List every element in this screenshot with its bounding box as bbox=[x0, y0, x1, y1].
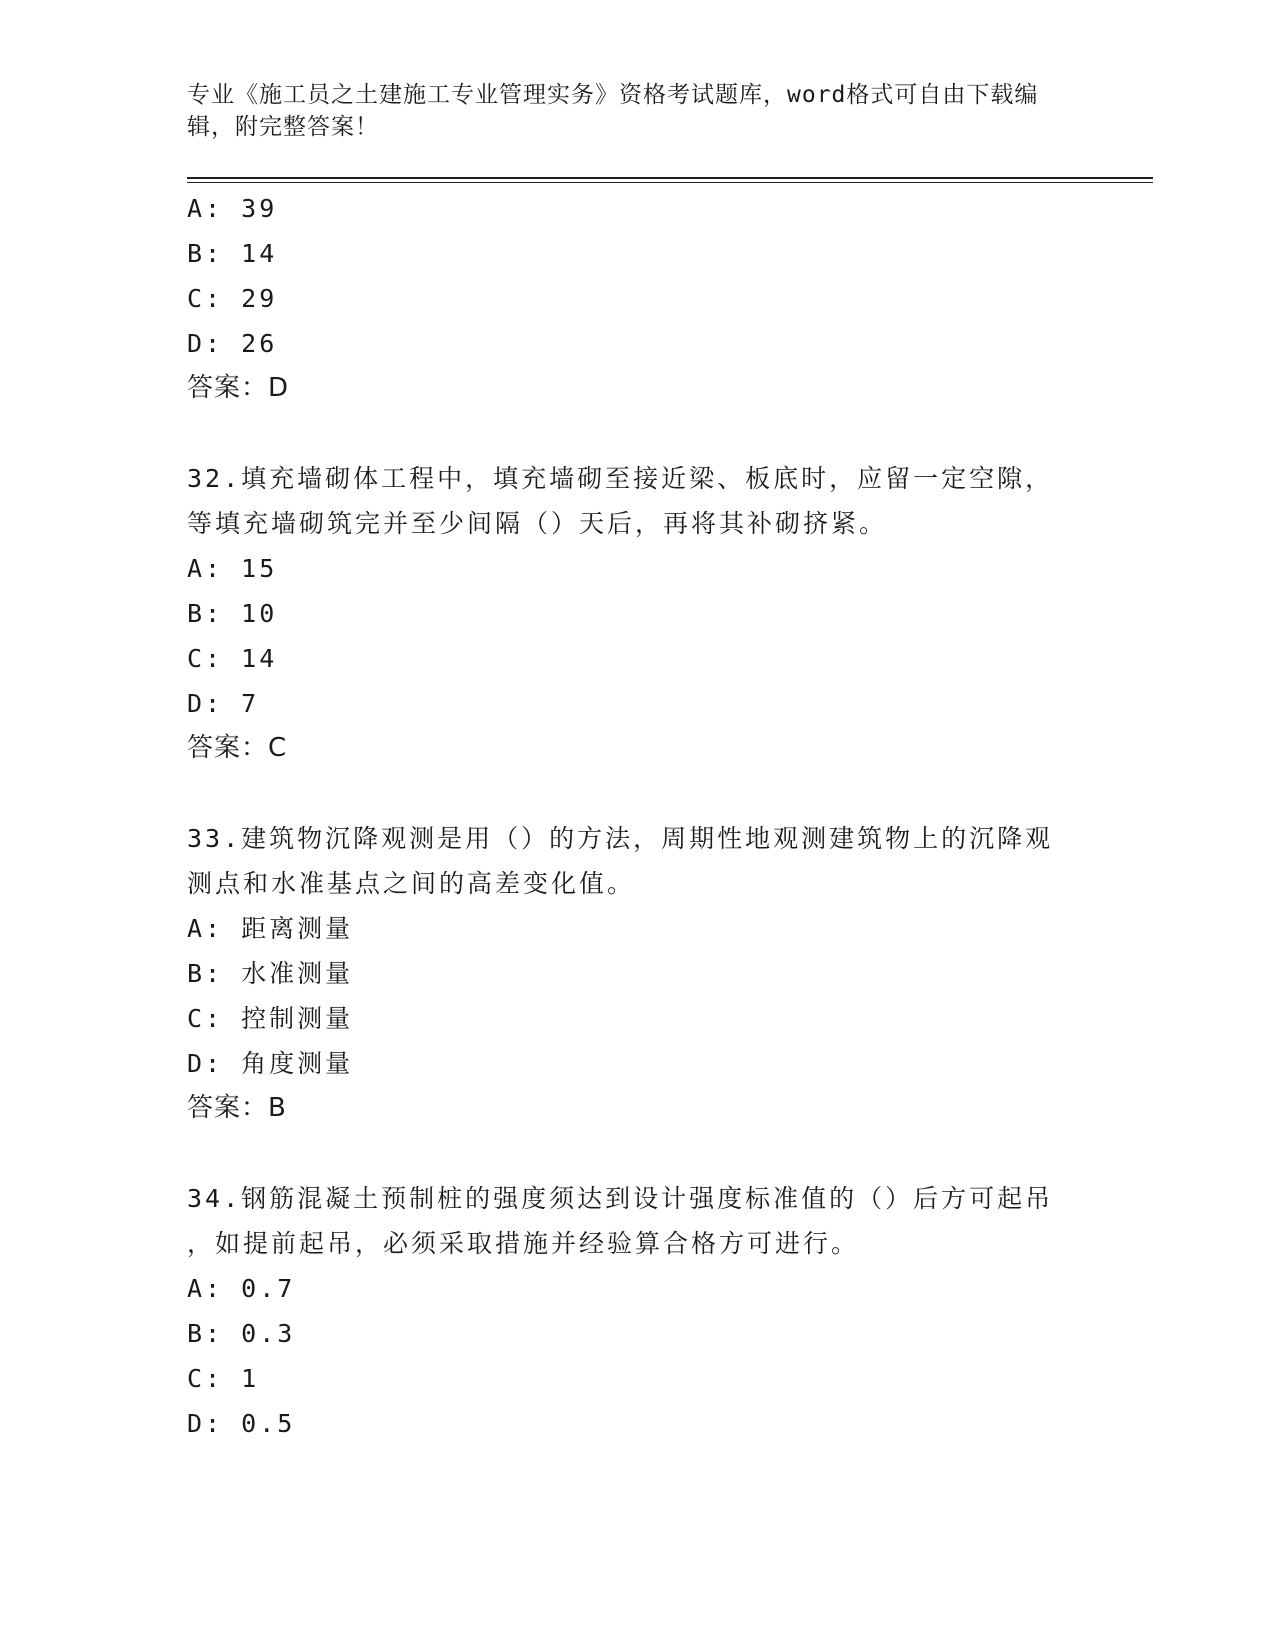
option-b: B: 0.3 bbox=[187, 1319, 296, 1348]
option-d: D: 角度测量 bbox=[187, 1049, 354, 1078]
header-divider-thin bbox=[187, 182, 1153, 183]
answer-label: 答案：C bbox=[187, 733, 288, 763]
header-divider-thick bbox=[187, 177, 1153, 179]
option-d: D: 26 bbox=[187, 329, 278, 358]
option-d: D: 0.5 bbox=[187, 1409, 296, 1438]
question-stem-line-2: 测点和水准基点之间的高差变化值。 bbox=[187, 869, 636, 898]
option-c: C: 1 bbox=[187, 1364, 260, 1393]
option-b: B: 14 bbox=[187, 239, 278, 268]
option-a: A: 0.7 bbox=[187, 1274, 296, 1303]
question-stem-line-1: 34.钢筋混凝土预制桩的强度须达到设计强度标准值的（）后方可起吊 bbox=[187, 1184, 1054, 1213]
question-stem-line-2: ，如提前起吊，必须采取措施并经验算合格方可进行。 bbox=[187, 1229, 860, 1258]
question-stem-line-2: 等填充墙砌筑完并至少间隔（）天后，再将其补砌挤紧。 bbox=[187, 509, 888, 538]
option-a: A: 距离测量 bbox=[187, 914, 354, 943]
option-c: C: 控制测量 bbox=[187, 1004, 354, 1033]
option-a: A: 39 bbox=[187, 194, 278, 223]
option-c: C: 29 bbox=[187, 284, 278, 313]
option-b: B: 水准测量 bbox=[187, 959, 354, 988]
answer-label: 答案：B bbox=[187, 1093, 287, 1123]
option-d: D: 7 bbox=[187, 689, 260, 718]
option-c: C: 14 bbox=[187, 644, 278, 673]
question-stem-line-1: 32.填充墙砌体工程中，填充墙砌至接近梁、板底时，应留一定空隙， bbox=[187, 464, 1054, 493]
question-stem-line-1: 33.建筑物沉降观测是用（）的方法，周期性地观测建筑物上的沉降观 bbox=[187, 824, 1054, 853]
header-line-1: 专业《施工员之土建施工专业管理实务》资格考试题库，word格式可自由下载编 bbox=[187, 82, 1039, 108]
option-b: B: 10 bbox=[187, 599, 278, 628]
answer-label: 答案：D bbox=[187, 373, 290, 403]
option-a: A: 15 bbox=[187, 554, 278, 583]
header-line-2: 辑，附完整答案！ bbox=[187, 114, 379, 140]
